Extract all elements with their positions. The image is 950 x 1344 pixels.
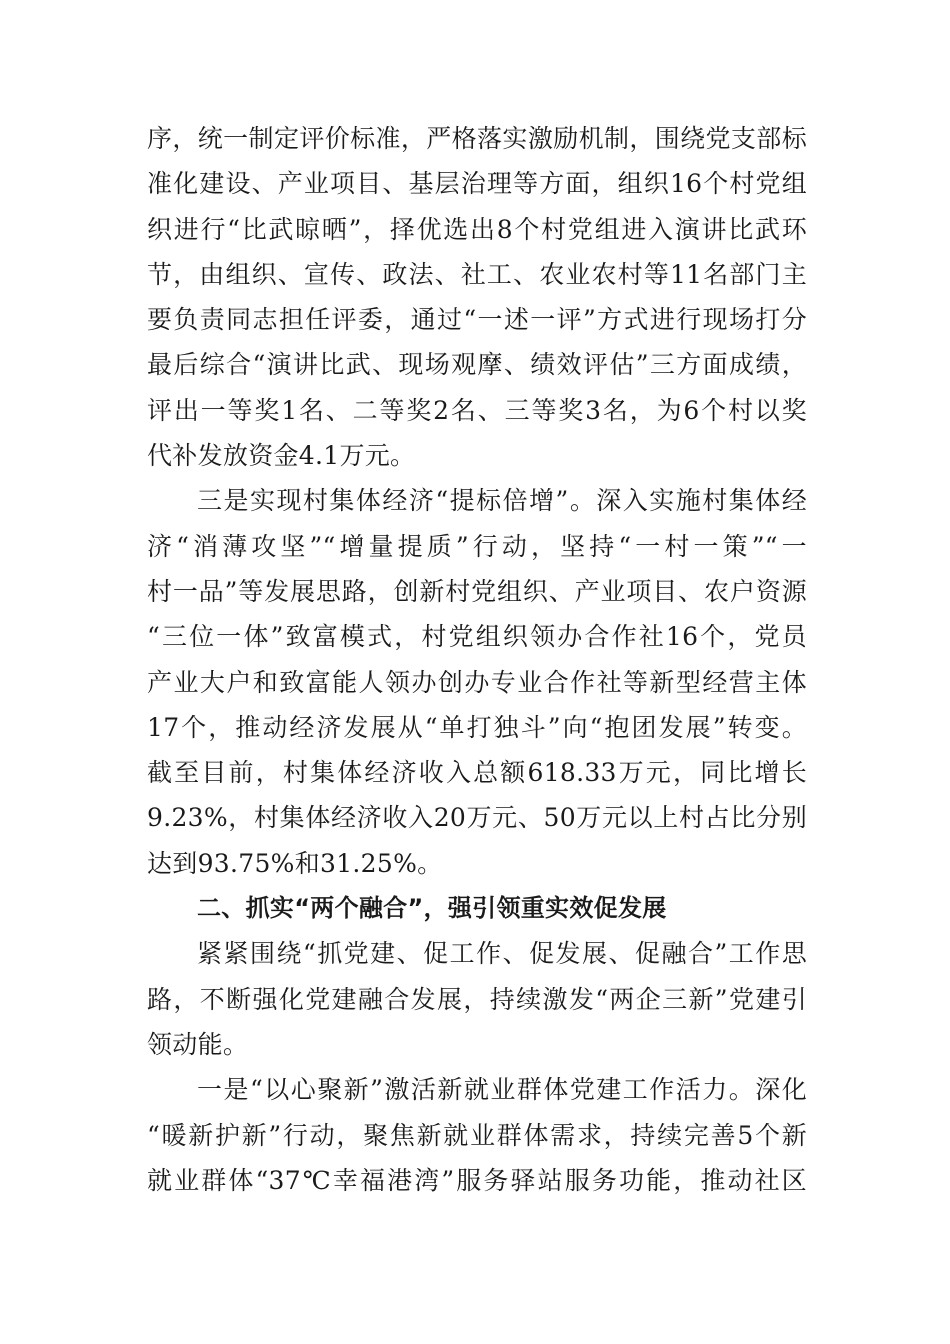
paragraph-new-employment bbox=[147, 1067, 807, 1203]
text-line: 就业群体“37℃幸福港湾”服务驿站服务功能，推动社区 bbox=[147, 1165, 807, 1195]
paragraph-collective-economy bbox=[147, 478, 807, 886]
text-line: 9.23%，村集体经济收入20万元、50万元以上村占比分别 bbox=[147, 803, 807, 833]
section-heading-text: 二、抓实“两个融合”，强引领重实效促发展 bbox=[197, 894, 667, 923]
text-line: “暖新护新”行动，聚焦新就业群体需求，持续完善5个新 bbox=[147, 1120, 807, 1150]
text-line: 准化建设、产业项目、基层治理等方面，组织16个村党组 bbox=[147, 169, 807, 199]
text-line: 17个，推动经济发展从“单打独斗”向“抱团发展”转变。 bbox=[147, 712, 807, 742]
text-line: 紧紧围绕“抓党建、促工作、促发展、促融合”工作思 bbox=[197, 939, 807, 969]
text-line: 村一品”等发展思路，创新村党组织、产业项目、农户资源 bbox=[147, 576, 807, 606]
text-line: 序，统一制定评价标准，严格落实激励机制，围绕党支部标 bbox=[147, 124, 807, 153]
text-line: 三是实现村集体经济“提标倍增”。深入实施村集体经 bbox=[197, 486, 807, 516]
text-line: 织进行“比武晾晒”，择优选出8个村党组进入演讲比武环 bbox=[147, 214, 807, 244]
text-line: 要负责同志担任评委，通过“一述一评”方式进行现场打分 bbox=[147, 305, 807, 335]
text-line: 达到93.75%和31.25%。 bbox=[147, 848, 443, 878]
text-line: “三位一体”致富模式，村党组织领办合作社16个，党员 bbox=[147, 622, 807, 652]
text-line: 产业大户和致富能人领办创办专业合作社等新型经营主体 bbox=[147, 667, 807, 697]
text-line: 节，由组织、宣传、政法、社工、农业农村等11名部门主 bbox=[147, 259, 807, 289]
section-heading bbox=[147, 886, 807, 931]
document-body bbox=[147, 116, 807, 1203]
text-line: 代补发放资金4.1万元。 bbox=[147, 441, 416, 471]
paragraph-integration-intro bbox=[147, 931, 807, 1067]
text-line: 评出一等奖1名、二等奖2名、三等奖3名，为6个村以奖 bbox=[147, 395, 807, 425]
text-line: 济“消薄攻坚”“增量提质”行动，坚持“一村一策”“一 bbox=[147, 531, 807, 561]
paragraph-incentive-continued bbox=[147, 116, 807, 478]
text-line: 一是“以心聚新”激活新就业群体党建工作活力。深化 bbox=[197, 1075, 807, 1105]
text-line: 领动能。 bbox=[147, 1029, 249, 1059]
text-line: 最后综合“演讲比武、现场观摩、绩效评估”三方面成绩， bbox=[147, 350, 807, 380]
text-line: 路，不断强化党建融合发展，持续激发“两企三新”党建引 bbox=[147, 984, 807, 1014]
text-line: 截至目前，村集体经济收入总额618.33万元，同比增长 bbox=[147, 758, 807, 788]
